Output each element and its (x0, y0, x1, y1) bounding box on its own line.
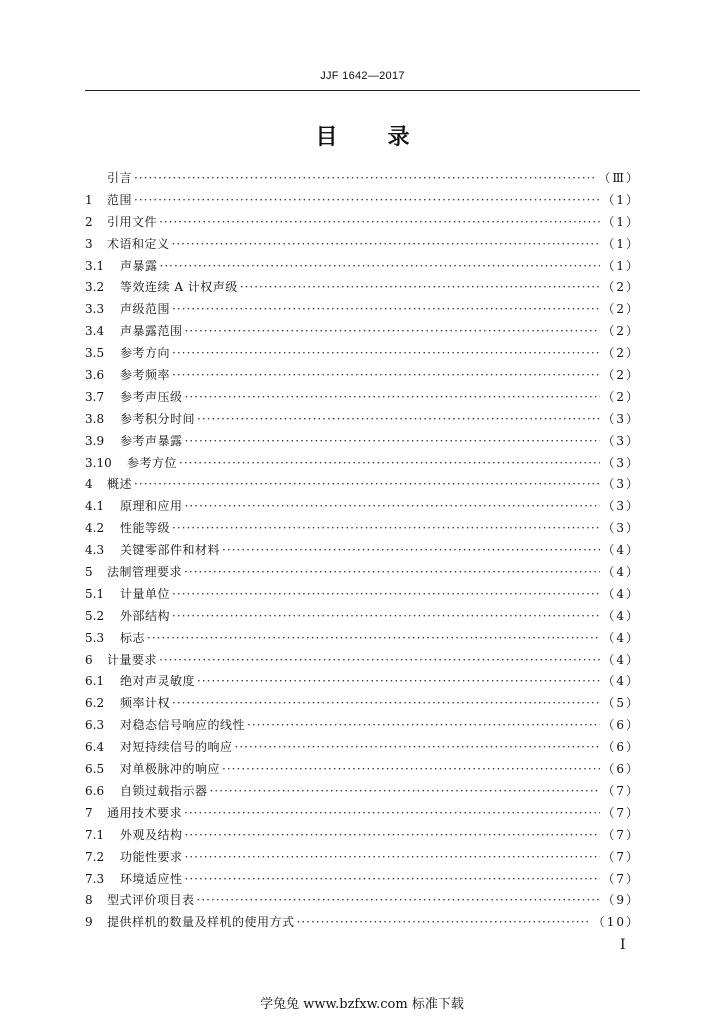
toc-entry-page: （5） (602, 696, 640, 711)
toc-entry[interactable] (85, 781, 640, 803)
toc-entry[interactable] (85, 387, 640, 409)
toc-entry-title: 概述 (107, 477, 133, 492)
toc-entry-page: （4） (602, 630, 640, 645)
toc-entry[interactable] (85, 847, 640, 869)
toc-entry-number: 3.2 (85, 280, 105, 295)
toc-entry[interactable] (85, 693, 640, 715)
toc-entry-page: （2） (602, 346, 640, 361)
table-of-contents (85, 168, 640, 934)
toc-entry-page: （4） (602, 674, 640, 689)
toc-entry-title: 标志 (120, 630, 146, 645)
toc-entry-number: 3.10 (85, 455, 112, 470)
toc-entry-title: 等效连续 A 计权声级 (120, 280, 238, 295)
toc-entry[interactable] (85, 715, 640, 737)
toc-entry-title: 范围 (107, 192, 133, 207)
toc-entry-page: （3） (602, 433, 640, 448)
toc-leader-dots (210, 781, 601, 803)
toc-entry[interactable] (85, 540, 640, 562)
toc-entry[interactable] (85, 277, 640, 299)
toc-entry[interactable] (85, 671, 640, 693)
toc-entry[interactable] (85, 496, 640, 518)
toc-entry-number: 6.5 (85, 762, 105, 777)
toc-entry-page: （6） (602, 718, 640, 733)
toc-entry-title: 参考方向 (120, 346, 171, 361)
toc-leader-dots (179, 453, 600, 475)
toc-entry-number: 3.3 (85, 302, 105, 317)
toc-entry-page: （4） (602, 608, 640, 623)
toc-leader-dots (185, 496, 601, 518)
toc-leader-dots (222, 759, 600, 781)
toc-entry-title: 通用技术要求 (107, 805, 183, 820)
toc-entry-number: 4.1 (85, 499, 105, 514)
toc-entry-number: 3.5 (85, 346, 105, 361)
toc-entry-title: 引用文件 (107, 214, 158, 229)
toc-entry-number: 6.1 (85, 674, 105, 689)
toc-leader-dots (185, 825, 601, 847)
toc-entry[interactable] (85, 869, 640, 891)
toc-entry-title: 声暴露范围 (120, 324, 183, 339)
toc-leader-dots (172, 299, 600, 321)
toc-entry-page: （7） (602, 805, 640, 820)
toc-entry-page: （1） (602, 236, 640, 251)
toc-leader-dots (184, 562, 600, 584)
toc-entry-page: （4） (602, 586, 640, 601)
toc-entry-title: 计量要求 (107, 652, 158, 667)
toc-leader-dots (185, 321, 601, 343)
toc-entry-page: （9） (602, 893, 640, 908)
toc-entry-number: 4.3 (85, 543, 105, 558)
toc-leader-dots (159, 212, 600, 234)
toc-entry-number: 6.2 (85, 696, 105, 711)
toc-entry-number: 6.3 (85, 718, 105, 733)
toc-entry[interactable] (85, 628, 640, 650)
toc-entry-number: 4 (85, 477, 93, 492)
toc-leader-dots (172, 518, 600, 540)
toc-entry-title: 关键零部件和材料 (120, 543, 221, 558)
toc-leader-dots (160, 256, 601, 278)
toc-entry-page: （2） (602, 280, 640, 295)
toc-entry-title: 环境适应性 (120, 871, 183, 886)
toc-entry[interactable] (85, 474, 640, 496)
toc-leader-dots (185, 869, 601, 891)
toc-entry-number: 5.3 (85, 630, 105, 645)
page-number: I (620, 937, 626, 953)
toc-entry-page: （2） (602, 324, 640, 339)
toc-leader-dots (134, 168, 596, 190)
toc-entry-number: 7 (85, 805, 93, 820)
toc-entry-page: （4） (602, 565, 640, 580)
toc-entry-title: 引言 (107, 171, 133, 185)
toc-leader-dots (197, 409, 600, 431)
toc-entry-page: （2） (602, 302, 640, 317)
toc-entry-title: 参考方位 (127, 455, 178, 470)
toc-entry[interactable] (85, 409, 640, 431)
toc-entry-title: 计量单位 (120, 586, 171, 601)
toc-leader-dots (197, 890, 601, 912)
toc-entry-title: 外部结构 (120, 608, 171, 623)
toc-entry-page: （3） (602, 455, 640, 470)
toc-entry[interactable] (85, 343, 640, 365)
toc-entry[interactable] (85, 803, 640, 825)
toc-leader-dots (235, 737, 601, 759)
toc-entry[interactable] (85, 190, 640, 212)
toc-entry-title: 频率计权 (120, 696, 171, 711)
toc-entry[interactable] (85, 299, 640, 321)
toc-entry-page: （1） (602, 214, 640, 229)
toc-entry[interactable] (85, 212, 640, 234)
toc-entry-page: （3） (602, 411, 640, 426)
toc-entry-number: 5 (85, 565, 93, 580)
toc-entry-number: 6 (85, 652, 93, 667)
toc-entry-title: 参考积分时间 (120, 411, 196, 426)
toc-leader-dots (172, 606, 600, 628)
toc-entry-page: （Ⅲ） (598, 171, 640, 185)
toc-entry-number: 5.2 (85, 608, 105, 623)
toc-entry-page: （4） (602, 652, 640, 667)
toc-entry-page: （3） (602, 499, 640, 514)
toc-entry-page: （7） (602, 849, 640, 864)
toc-leader-dots (147, 628, 600, 650)
toc-entry-title: 声级范围 (120, 302, 171, 317)
toc-entry[interactable] (85, 912, 640, 934)
toc-leader-dots (247, 715, 600, 737)
toc-leader-dots (185, 847, 601, 869)
toc-leader-dots (197, 671, 600, 693)
toc-entry-page: （6） (602, 762, 640, 777)
toc-entry-number: 7.1 (85, 827, 105, 842)
toc-entry-page: （10） (592, 915, 640, 930)
toc-leader-dots (172, 343, 600, 365)
toc-entry[interactable] (85, 737, 640, 759)
toc-entry[interactable] (85, 890, 640, 912)
toc-entry-title: 提供样机的数量及样机的使用方式 (107, 915, 295, 930)
toc-leader-dots (134, 474, 600, 496)
toc-entry-title: 绝对声灵敏度 (120, 674, 196, 689)
toc-entry-title: 参考声压级 (120, 389, 183, 404)
toc-entry-number: 8 (85, 893, 93, 908)
toc-entry-title: 对短持续信号的响应 (120, 740, 233, 755)
page-title (85, 120, 640, 151)
toc-entry[interactable] (85, 365, 640, 387)
toc-entry-title: 功能性要求 (120, 849, 183, 864)
toc-entry-number: 5.1 (85, 586, 105, 601)
toc-entry[interactable] (85, 431, 640, 453)
toc-entry-page: （2） (602, 389, 640, 404)
toc-leader-dots (297, 912, 591, 934)
toc-leader-dots (172, 234, 601, 256)
toc-entry-number: 3.4 (85, 324, 105, 339)
watermark-footer: 学兔兔 www.bzfxw.com 标准下载 (260, 997, 464, 1012)
toc-entry[interactable] (85, 518, 640, 540)
toc-entry-number: 3.7 (85, 389, 105, 404)
toc-entry-number: 3.1 (85, 258, 105, 273)
toc-entry-number: 7.3 (85, 871, 105, 886)
toc-entry-page: （6） (602, 740, 640, 755)
toc-entry-title: 原理和应用 (120, 499, 183, 514)
toc-entry-page: （1） (602, 192, 640, 207)
toc-entry[interactable] (85, 562, 640, 584)
header-rule (85, 90, 640, 91)
toc-entry-number: 4.2 (85, 521, 105, 536)
toc-entry-number: 6.6 (85, 783, 105, 798)
toc-entry[interactable] (85, 606, 640, 628)
toc-entry-title: 对单极脉冲的响应 (120, 762, 221, 777)
toc-leader-dots (184, 803, 600, 825)
toc-entry-title: 术语和定义 (107, 236, 170, 251)
toc-entry-title: 自锁过载指示器 (120, 783, 208, 798)
toc-entry-number: 6.4 (85, 740, 105, 755)
toc-entry-number: 1 (85, 192, 93, 207)
toc-entry[interactable] (85, 759, 640, 781)
title-char-1: 目 (315, 125, 338, 150)
toc-entry-page: （7） (602, 871, 640, 886)
toc-entry[interactable] (85, 825, 640, 847)
toc-entry-page: （2） (602, 368, 640, 383)
toc-entry[interactable] (85, 256, 640, 278)
toc-entry-number: 7.2 (85, 849, 105, 864)
toc-leader-dots (222, 540, 600, 562)
toc-entry-page: （1） (602, 258, 640, 273)
toc-entry-number: 3.8 (85, 411, 105, 426)
toc-entry-page: （4） (602, 543, 640, 558)
toc-entry[interactable] (85, 321, 640, 343)
toc-entry-page: （7） (602, 827, 640, 842)
toc-leader-dots (172, 365, 600, 387)
toc-entry[interactable] (85, 453, 640, 475)
toc-entry[interactable] (85, 584, 640, 606)
toc-entry-title: 法制管理要求 (107, 565, 183, 580)
toc-entry-number: 3 (85, 236, 93, 251)
toc-leader-dots (134, 190, 600, 212)
toc-entry[interactable] (85, 168, 640, 190)
toc-entry-page: （3） (602, 477, 640, 492)
toc-entry[interactable] (85, 234, 640, 256)
toc-entry-number: 3.9 (85, 433, 105, 448)
toc-entry-number: 3.6 (85, 368, 105, 383)
toc-entry-title: 参考频率 (120, 368, 171, 383)
toc-entry[interactable] (85, 650, 640, 672)
toc-entry-title: 外观及结构 (120, 827, 183, 842)
toc-entry-title: 参考声暴露 (120, 433, 183, 448)
title-char-2: 录 (387, 125, 410, 150)
toc-leader-dots (240, 277, 601, 299)
toc-entry-title: 型式评价项目表 (107, 893, 195, 908)
toc-leader-dots (172, 584, 600, 606)
toc-entry-title: 对稳态信号响应的线性 (120, 718, 246, 733)
toc-entry-page: （3） (602, 521, 640, 536)
toc-entry-page: （7） (602, 783, 640, 798)
toc-leader-dots (159, 650, 600, 672)
toc-entry-title: 性能等级 (120, 521, 171, 536)
toc-leader-dots (185, 431, 601, 453)
document-header: JJF 1642—2017 (320, 70, 405, 82)
toc-leader-dots (185, 387, 601, 409)
toc-entry-title: 声暴露 (120, 258, 158, 273)
toc-entry-number: 2 (85, 214, 93, 229)
toc-leader-dots (172, 693, 600, 715)
toc-entry-number: 9 (85, 915, 93, 930)
